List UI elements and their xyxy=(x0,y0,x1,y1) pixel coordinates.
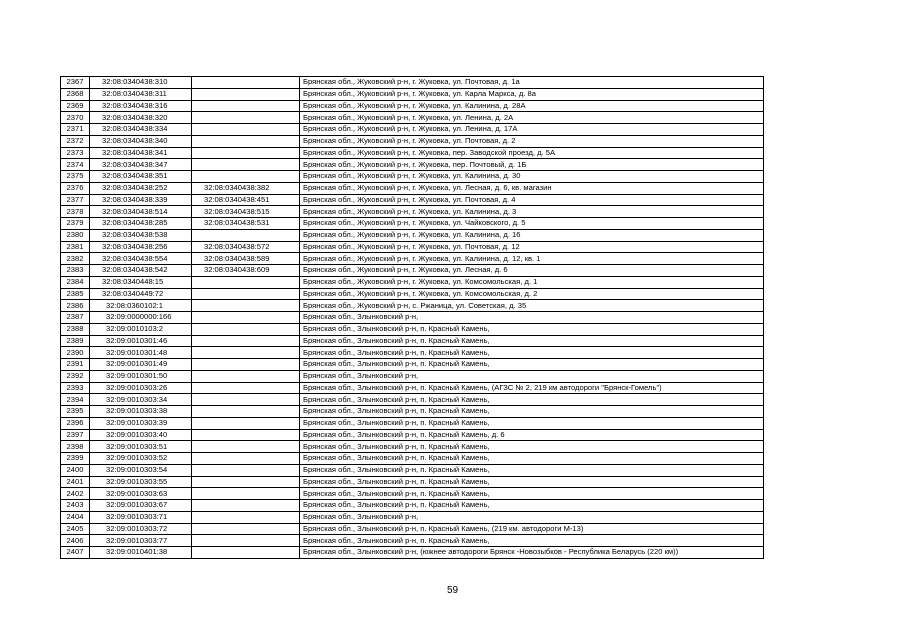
address-cell: Брянская обл., Злынковский р-н, п. Красный Камень, xyxy=(300,347,764,359)
address-cell: Брянская обл., Злынковский р-н, п. Красный Камень, xyxy=(300,453,764,465)
cadastral-number-cell: 32:08:0340438:554 xyxy=(90,253,192,265)
cadastral-number-cell: 32:09:0010103:2 xyxy=(90,323,192,335)
linked-cadastral-number-cell xyxy=(192,229,300,241)
table-row xyxy=(61,335,764,347)
row-number-cell: 2379 xyxy=(61,218,90,230)
table-row xyxy=(61,323,764,335)
address-cell: Брянская обл., Злынковский р-н, п. Красный Камень, xyxy=(300,500,764,512)
linked-cadastral-number-cell xyxy=(192,100,300,112)
row-number-cell: 2375 xyxy=(61,171,90,183)
table-row xyxy=(61,488,764,500)
cadastral-number-cell: 32:08:0340438:252 xyxy=(90,182,192,194)
cadastral-number-cell: 32:08:0340438:339 xyxy=(90,194,192,206)
address-cell: Брянская обл., Жуковский р-н, г. Жуковка, ул. Ленина, д. 2А xyxy=(300,112,764,124)
table-row xyxy=(61,171,764,183)
row-number-cell: 2394 xyxy=(61,394,90,406)
linked-cadastral-number-cell xyxy=(192,312,300,324)
table-row xyxy=(61,476,764,488)
row-number-cell: 2377 xyxy=(61,194,90,206)
table-row xyxy=(61,229,764,241)
address-cell: Брянская обл., Злынковский р-н, п. Красный Камень, xyxy=(300,535,764,547)
linked-cadastral-number-cell xyxy=(192,464,300,476)
address-cell: Брянская обл., Жуковский р-н, г. Жуковка, пер. Заводской проезд, д. 5А xyxy=(300,147,764,159)
table-row xyxy=(61,300,764,312)
table-row xyxy=(61,312,764,324)
table-row xyxy=(61,429,764,441)
row-number-cell: 2370 xyxy=(61,112,90,124)
table-row xyxy=(61,441,764,453)
cadastral-number-cell: 32:08:0340438:538 xyxy=(90,229,192,241)
table-row xyxy=(61,382,764,394)
table-row xyxy=(61,206,764,218)
linked-cadastral-number-cell xyxy=(192,88,300,100)
linked-cadastral-number-cell xyxy=(192,453,300,465)
address-cell: Брянская обл., Злынковский р-н, xyxy=(300,370,764,382)
address-cell: Брянская обл., Злынковский р-н, п. Красный Камень, xyxy=(300,359,764,371)
linked-cadastral-number-cell: 32:08:0340438:382 xyxy=(192,182,300,194)
address-cell: Брянская обл., Жуковский р-н, г. Жуковка, ул. Калинина, д. 30 xyxy=(300,171,764,183)
cadastral-number-cell: 32:09:0010303:34 xyxy=(90,394,192,406)
row-number-cell: 2407 xyxy=(61,547,90,559)
address-cell: Брянская обл., Злынковский р-н, п. Красный Камень, (219 км. автодороги М-13) xyxy=(300,523,764,535)
linked-cadastral-number-cell xyxy=(192,323,300,335)
linked-cadastral-number-cell: 32:08:0340438:515 xyxy=(192,206,300,218)
linked-cadastral-number-cell xyxy=(192,382,300,394)
linked-cadastral-number-cell: 32:08:0340438:451 xyxy=(192,194,300,206)
cadastral-number-cell: 32:08:0340438:334 xyxy=(90,124,192,136)
cadastral-number-cell: 32:08:0340449:72 xyxy=(90,288,192,300)
table-row xyxy=(61,359,764,371)
row-number-cell: 2393 xyxy=(61,382,90,394)
table-row xyxy=(61,288,764,300)
linked-cadastral-number-cell xyxy=(192,511,300,523)
cadastral-number-cell: 32:08:0340438:316 xyxy=(90,100,192,112)
row-number-cell: 2387 xyxy=(61,312,90,324)
table-row xyxy=(61,523,764,535)
table-row xyxy=(61,417,764,429)
address-cell: Брянская обл., Злынковский р-н, п. Красный Камень, xyxy=(300,406,764,418)
address-cell: Брянская обл., Злынковский р-н, п. Красный Камень, xyxy=(300,394,764,406)
cadastral-number-cell: 32:09:0010303:39 xyxy=(90,417,192,429)
linked-cadastral-number-cell xyxy=(192,288,300,300)
table-row xyxy=(61,406,764,418)
cadastral-number-cell: 32:09:0010301:46 xyxy=(90,335,192,347)
linked-cadastral-number-cell xyxy=(192,429,300,441)
row-number-cell: 2369 xyxy=(61,100,90,112)
table-row xyxy=(61,253,764,265)
cadastral-number-cell: 32:09:0010303:77 xyxy=(90,535,192,547)
linked-cadastral-number-cell xyxy=(192,417,300,429)
row-number-cell: 2371 xyxy=(61,124,90,136)
table-row xyxy=(61,547,764,559)
table-row xyxy=(61,77,764,89)
address-cell: Брянская обл., Злынковский р-н, xyxy=(300,511,764,523)
table-row xyxy=(61,194,764,206)
cadastral-number-cell: 32:09:0010303:26 xyxy=(90,382,192,394)
table-row xyxy=(61,535,764,547)
row-number-cell: 2403 xyxy=(61,500,90,512)
cadastral-number-cell: 32:08:0340438:311 xyxy=(90,88,192,100)
cadastral-number-cell: 32:08:0340438:320 xyxy=(90,112,192,124)
cadastral-number-cell: 32:08:0340438:256 xyxy=(90,241,192,253)
table-row xyxy=(61,124,764,136)
row-number-cell: 2391 xyxy=(61,359,90,371)
linked-cadastral-number-cell xyxy=(192,476,300,488)
linked-cadastral-number-cell: 32:08:0340438:572 xyxy=(192,241,300,253)
address-cell: Брянская обл., Злынковский р-н, (южнее автодороги Брянск -Новозыбков - Республика Беларусь (220 км)) xyxy=(300,547,764,559)
linked-cadastral-number-cell xyxy=(192,488,300,500)
row-number-cell: 2378 xyxy=(61,206,90,218)
row-number-cell: 2382 xyxy=(61,253,90,265)
table-row xyxy=(61,159,764,171)
address-cell: Брянская обл., Злынковский р-н, п. Красный Камень, xyxy=(300,488,764,500)
address-cell: Брянская обл., Злынковский р-н, п. Красный Камень, xyxy=(300,417,764,429)
address-cell: Брянская обл., Злынковский р-н, п. Красный Камень, xyxy=(300,441,764,453)
cadastral-number-cell: 32:08:0340438:310 xyxy=(90,77,192,89)
table-row xyxy=(61,88,764,100)
address-cell: Брянская обл., Жуковский р-н, г. Жуковка, ул. Лесная, д. 6, кв. магазин xyxy=(300,182,764,194)
table-row xyxy=(61,464,764,476)
linked-cadastral-number-cell xyxy=(192,276,300,288)
address-cell: Брянская обл., Злынковский р-н, п. Красный Камень, xyxy=(300,476,764,488)
linked-cadastral-number-cell xyxy=(192,77,300,89)
cadastral-number-cell: 32:09:0010401:38 xyxy=(90,547,192,559)
address-cell: Брянская обл., Жуковский р-н, г. Жуковка, ул. Почтовая, д. 2 xyxy=(300,135,764,147)
address-cell: Брянская обл., Жуковский р-н, г. Жуковка, ул. Комсомольская, д. 1 xyxy=(300,276,764,288)
linked-cadastral-number-cell xyxy=(192,535,300,547)
address-cell: Брянская обл., Злынковский р-н, п. Красный Камень, д. 6 xyxy=(300,429,764,441)
address-cell: Брянская обл., Жуковский р-н, г. Жуковка, ул. Калинина, д. 28А xyxy=(300,100,764,112)
row-number-cell: 2385 xyxy=(61,288,90,300)
row-number-cell: 2401 xyxy=(61,476,90,488)
address-cell: Брянская обл., Злынковский р-н, п. Красный Камень, xyxy=(300,323,764,335)
linked-cadastral-number-cell xyxy=(192,547,300,559)
property-register-table xyxy=(60,76,764,559)
cadastral-number-cell: 32:08:0340438:347 xyxy=(90,159,192,171)
cadastral-number-cell: 32:09:0010303:38 xyxy=(90,406,192,418)
row-number-cell: 2396 xyxy=(61,417,90,429)
cadastral-number-cell: 32:08:0340438:542 xyxy=(90,265,192,277)
cadastral-number-cell: 32:08:0360102:1 xyxy=(90,300,192,312)
cadastral-number-cell: 32:09:0010303:40 xyxy=(90,429,192,441)
row-number-cell: 2405 xyxy=(61,523,90,535)
linked-cadastral-number-cell xyxy=(192,335,300,347)
row-number-cell: 2392 xyxy=(61,370,90,382)
row-number-cell: 2399 xyxy=(61,453,90,465)
table-row xyxy=(61,100,764,112)
address-cell: Брянская обл., Жуковский р-н, г. Жуковка, ул. Калинина, д. 16 xyxy=(300,229,764,241)
row-number-cell: 2374 xyxy=(61,159,90,171)
table-row xyxy=(61,500,764,512)
cadastral-number-cell: 32:09:0010303:51 xyxy=(90,441,192,453)
table-row xyxy=(61,135,764,147)
row-number-cell: 2381 xyxy=(61,241,90,253)
linked-cadastral-number-cell xyxy=(192,300,300,312)
row-number-cell: 2390 xyxy=(61,347,90,359)
row-number-cell: 2367 xyxy=(61,77,90,89)
cadastral-number-cell: 32:08:0340448:15 xyxy=(90,276,192,288)
row-number-cell: 2383 xyxy=(61,265,90,277)
cadastral-number-cell: 32:09:0010303:63 xyxy=(90,488,192,500)
linked-cadastral-number-cell xyxy=(192,406,300,418)
cadastral-number-cell: 32:09:0010301:50 xyxy=(90,370,192,382)
page-number: 59 xyxy=(446,585,459,596)
linked-cadastral-number-cell: 32:08:0340438:589 xyxy=(192,253,300,265)
address-cell: Брянская обл., Жуковский р-н, г. Жуковка, ул. Почтовая, д. 1а xyxy=(300,77,764,89)
address-cell: Брянская обл., Жуковский р-н, г. Жуковка, ул. Почтовая, д. 4 xyxy=(300,194,764,206)
cadastral-number-cell: 32:09:0010303:72 xyxy=(90,523,192,535)
cadastral-number-cell: 32:08:0340438:514 xyxy=(90,206,192,218)
row-number-cell: 2373 xyxy=(61,147,90,159)
linked-cadastral-number-cell xyxy=(192,441,300,453)
linked-cadastral-number-cell: 32:08:0340438:609 xyxy=(192,265,300,277)
table-body xyxy=(61,77,764,559)
table-row xyxy=(61,112,764,124)
cadastral-number-cell: 32:09:0010303:52 xyxy=(90,453,192,465)
address-cell: Брянская обл., Жуковский р-н, г. Жуковка, ул. Комсомольская, д. 2 xyxy=(300,288,764,300)
row-number-cell: 2402 xyxy=(61,488,90,500)
cadastral-number-cell: 32:09:0010303:55 xyxy=(90,476,192,488)
address-cell: Брянская обл., Жуковский р-н, г. Жуковка, ул. Почтовая, д. 12 xyxy=(300,241,764,253)
cadastral-number-cell: 32:09:0010301:48 xyxy=(90,347,192,359)
table-row xyxy=(61,453,764,465)
row-number-cell: 2388 xyxy=(61,323,90,335)
address-cell: Брянская обл., Жуковский р-н, г. Жуковка, ул. Ленина, д. 17А xyxy=(300,124,764,136)
linked-cadastral-number-cell xyxy=(192,124,300,136)
table-row xyxy=(61,147,764,159)
linked-cadastral-number-cell xyxy=(192,147,300,159)
row-number-cell: 2400 xyxy=(61,464,90,476)
linked-cadastral-number-cell xyxy=(192,359,300,371)
cadastral-number-cell: 32:09:0010303:54 xyxy=(90,464,192,476)
row-number-cell: 2372 xyxy=(61,135,90,147)
table-row xyxy=(61,182,764,194)
row-number-cell: 2395 xyxy=(61,406,90,418)
table-row xyxy=(61,511,764,523)
table-row xyxy=(61,265,764,277)
linked-cadastral-number-cell xyxy=(192,523,300,535)
address-cell: Брянская обл., Жуковский р-н, г. Жуковка, ул. Калинина, д. 12, кв. 1 xyxy=(300,253,764,265)
address-cell: Брянская обл., Жуковский р-н, г. Жуковка, пер. Почтовый, д. 1Б xyxy=(300,159,764,171)
address-cell: Брянская обл., Злынковский р-н, п. Красный Камень, (АГЗС № 2, 219 км автодороги "Брянск-Гомель") xyxy=(300,382,764,394)
cadastral-number-cell: 32:08:0340438:340 xyxy=(90,135,192,147)
row-number-cell: 2404 xyxy=(61,511,90,523)
address-cell: Брянская обл., Жуковский р-н, с. Ржаница, ул. Советская, д. 35 xyxy=(300,300,764,312)
row-number-cell: 2376 xyxy=(61,182,90,194)
row-number-cell: 2384 xyxy=(61,276,90,288)
row-number-cell: 2398 xyxy=(61,441,90,453)
table-row xyxy=(61,276,764,288)
address-cell: Брянская обл., Жуковский р-н, г. Жуковка, ул. Чайковского, д. 5 xyxy=(300,218,764,230)
cadastral-number-cell: 32:08:0340438:285 xyxy=(90,218,192,230)
row-number-cell: 2380 xyxy=(61,229,90,241)
linked-cadastral-number-cell xyxy=(192,370,300,382)
row-number-cell: 2406 xyxy=(61,535,90,547)
address-cell: Брянская обл., Жуковский р-н, г. Жуковка, ул. Карла Маркса, д. 8а xyxy=(300,88,764,100)
linked-cadastral-number-cell xyxy=(192,112,300,124)
row-number-cell: 2386 xyxy=(61,300,90,312)
table-row xyxy=(61,347,764,359)
linked-cadastral-number-cell: 32:08:0340438:531 xyxy=(192,218,300,230)
linked-cadastral-number-cell xyxy=(192,500,300,512)
address-cell: Брянская обл., Жуковский р-н, г. Жуковка, ул. Калинина, д. 3 xyxy=(300,206,764,218)
cadastral-number-cell: 32:08:0340438:341 xyxy=(90,147,192,159)
address-cell: Брянская обл., Злынковский р-н, п. Красный Камень, xyxy=(300,464,764,476)
address-cell: Брянская обл., Жуковский р-н, г. Жуковка, ул. Лесная, д. 6 xyxy=(300,265,764,277)
table-row xyxy=(61,241,764,253)
linked-cadastral-number-cell xyxy=(192,171,300,183)
cadastral-number-cell: 32:09:0010303:67 xyxy=(90,500,192,512)
row-number-cell: 2389 xyxy=(61,335,90,347)
linked-cadastral-number-cell xyxy=(192,347,300,359)
cadastral-number-cell: 32:08:0340438:351 xyxy=(90,171,192,183)
cadastral-number-cell: 32:09:0010301:49 xyxy=(90,359,192,371)
address-cell: Брянская обл., Злынковский р-н, xyxy=(300,312,764,324)
linked-cadastral-number-cell xyxy=(192,394,300,406)
cadastral-number-cell: 32:09:0010303:71 xyxy=(90,511,192,523)
table-row xyxy=(61,370,764,382)
row-number-cell: 2368 xyxy=(61,88,90,100)
table-row xyxy=(61,218,764,230)
table-row xyxy=(61,394,764,406)
cadastral-number-cell: 32:09:0000000:166 xyxy=(90,312,192,324)
row-number-cell: 2397 xyxy=(61,429,90,441)
linked-cadastral-number-cell xyxy=(192,159,300,171)
address-cell: Брянская обл., Злынковский р-н, п. Красный Камень, xyxy=(300,335,764,347)
linked-cadastral-number-cell xyxy=(192,135,300,147)
